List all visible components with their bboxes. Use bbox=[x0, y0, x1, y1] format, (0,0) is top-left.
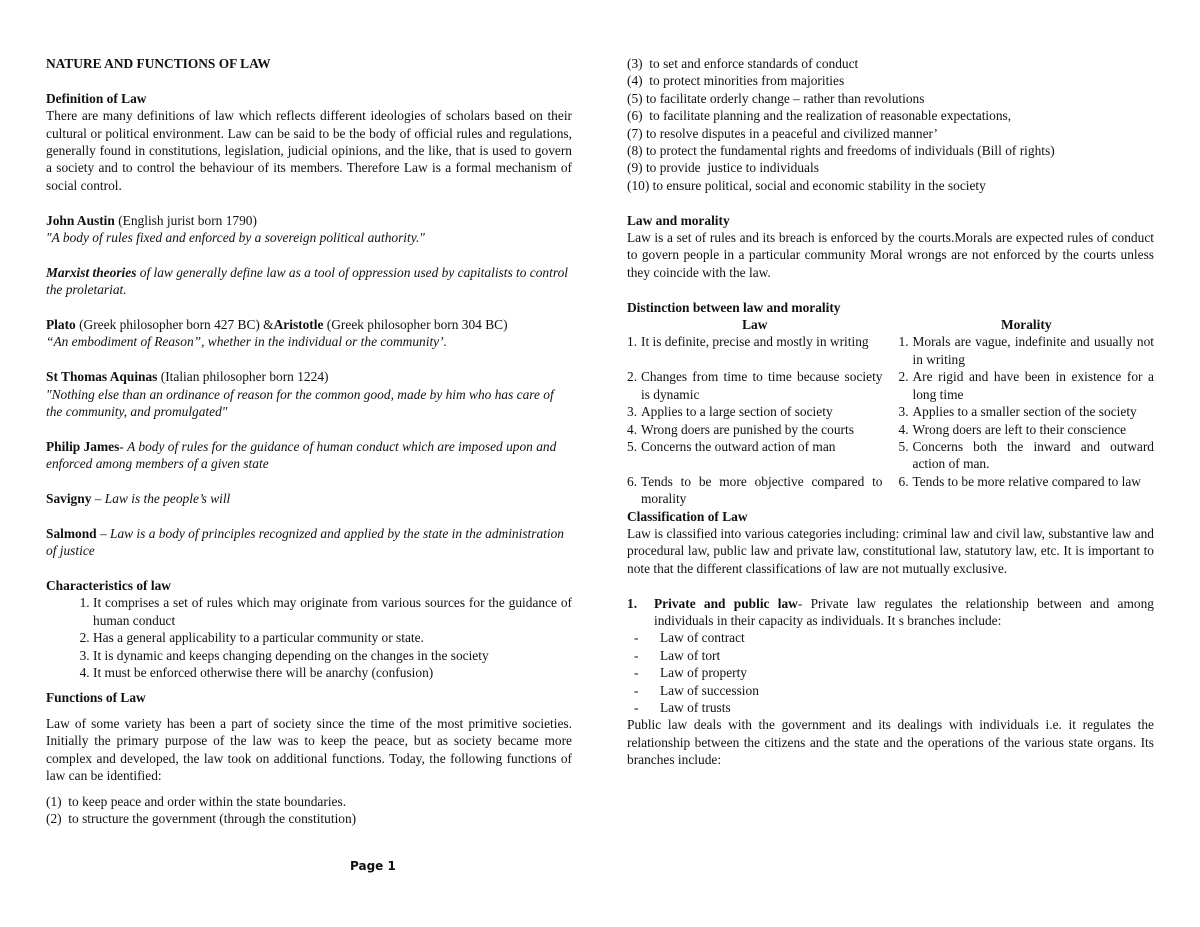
row-number: 5. bbox=[898, 438, 909, 454]
morality-cell: Are rigid and have been in existence for a long time bbox=[912, 369, 1154, 402]
marxist-text: of law generally define law as a tool of oppression used by capitalists to control the proletariat. bbox=[46, 264, 568, 298]
list-item: (6) to facilitate planning and the realization of reasonable expectations, bbox=[627, 108, 1012, 124]
list-item: 2. Has a general applicability to a particular community or state. bbox=[93, 629, 572, 646]
private-public-entry bbox=[627, 595, 1154, 630]
plato-name: Plato bbox=[46, 317, 76, 333]
aristotle-name: Aristotle bbox=[273, 317, 324, 333]
marxist-name: Marxist theories bbox=[46, 264, 137, 280]
law-cell: It is definite, precise and mostly in writing bbox=[641, 334, 869, 350]
list-item: - Law of succession bbox=[634, 682, 759, 698]
row-number: 5. bbox=[627, 438, 638, 454]
table-row bbox=[627, 438, 1154, 473]
private-public-text: - Private law regulates the relationship between and among individuals in their capacity as individuals. It s branches include: bbox=[654, 595, 1154, 628]
law-cell: Changes from time to time because society is dynamic bbox=[641, 369, 883, 402]
morality-body: Law is a set of rules and its breach is enforced by the courts.Morals are expected rules of conduct to govern people in a particular community Moral wrongs are not enforced by the courts unless they coincide with the law. bbox=[627, 230, 1154, 280]
list-item: 1. It comprises a set of rules which may originate from various sources for the guidance of human conduct bbox=[93, 594, 572, 629]
document-title: NATURE AND FUNCTIONS OF LAW bbox=[46, 56, 271, 71]
row-number: 1. bbox=[627, 334, 638, 350]
page-number: Page 1 bbox=[350, 859, 396, 873]
list-item: (9) to provide justice to individuals bbox=[627, 160, 819, 176]
row-number: 3. bbox=[898, 404, 909, 420]
law-cell: Applies to a large section of society bbox=[641, 404, 833, 420]
morality-cell: Tends to be more relative compared to law bbox=[912, 473, 1141, 489]
list-item: (4) to protect minorities from majorities bbox=[627, 73, 845, 89]
private-public-name: Private and public law bbox=[654, 595, 798, 611]
classification-body: Law is classified into various categories including: criminal law and civil law, substantive law and procedural law, public law and private law, constitutional law, statutory law, etc. It is important to note that the different classifications of law are not mutually exclusive. bbox=[627, 525, 1154, 576]
aquinas-entry bbox=[46, 368, 572, 385]
characteristics-heading: Characteristics of law bbox=[46, 578, 171, 594]
list-item: 4. It must be enforced otherwise there will be anarchy (confusion) bbox=[93, 664, 572, 681]
list-item: (5) to facilitate orderly change – rather than revolutions bbox=[627, 90, 925, 106]
table-row bbox=[627, 333, 1154, 368]
distinction-heading: Distinction between law and morality bbox=[627, 299, 841, 315]
list-item: 3. It is dynamic and keeps changing depending on the changes in the society bbox=[93, 647, 572, 664]
james-text: A body of rules for the guidance of human conduct which are imposed upon and enforced among members of a given state bbox=[46, 438, 557, 472]
left-column bbox=[46, 55, 572, 827]
salmond-text: Law is a body of principles recognized and applied by the state in the administration of justice bbox=[46, 525, 565, 559]
classification-heading: Classification of Law bbox=[627, 508, 748, 524]
definition-heading: Definition of Law bbox=[46, 90, 147, 106]
austin-detail: (English jurist born 1790) bbox=[114, 212, 257, 228]
austin-quote: "A body of rules fixed and enforced by a sovereign political authority." bbox=[46, 230, 425, 246]
marxist-entry bbox=[46, 264, 572, 299]
aristotle-detail: (Greek philosopher born 304 BC) bbox=[323, 317, 508, 333]
salmond-sep: – bbox=[96, 525, 110, 541]
row-number: 2. bbox=[898, 369, 909, 385]
james-sep: - bbox=[119, 438, 128, 454]
austin-entry bbox=[46, 212, 572, 229]
law-cell: Tends to be more objective compared to morality bbox=[641, 473, 883, 507]
morality-cell: Wrong doers are left to their conscience bbox=[912, 421, 1127, 437]
savigny-text: Law is the people’s will bbox=[104, 491, 231, 507]
list-item: (8) to protect the fundamental rights and freedoms of individuals (Bill of rights) bbox=[627, 143, 1055, 159]
morality-cell: Applies to a smaller section of the society bbox=[912, 404, 1137, 420]
plato-quote: “An embodiment of Reason”, whether in the individual or the community’. bbox=[46, 334, 447, 350]
law-cell: Wrong doers are punished by the courts bbox=[641, 421, 854, 437]
row-number: 1. bbox=[898, 334, 909, 350]
aquinas-detail: (Italian philosopher born 1224) bbox=[157, 369, 329, 385]
characteristics-list bbox=[46, 594, 572, 681]
row-number: 4. bbox=[627, 421, 638, 437]
list-item: - Law of contract bbox=[634, 630, 745, 646]
distinction-table bbox=[627, 316, 1154, 507]
james-entry bbox=[46, 438, 572, 473]
list-item: (3) to set and enforce standards of conduct bbox=[627, 56, 859, 71]
list-item: (2) to structure the government (through the constitution) bbox=[46, 810, 357, 826]
austin-name: John Austin bbox=[46, 212, 115, 228]
morality-cell: Morals are vague, indefinite and usually not in writing bbox=[912, 334, 1154, 367]
list-item: (10) to ensure political, social and economic stability in the society bbox=[627, 177, 986, 193]
savigny-sep: – bbox=[91, 491, 105, 507]
morality-cell: Concerns both the inward and outward action of man. bbox=[912, 438, 1154, 472]
row-number: 6. bbox=[898, 473, 909, 489]
table-row bbox=[627, 473, 1154, 508]
plato-detail: (Greek philosopher born 427 BC) & bbox=[75, 317, 274, 333]
list-item: - Law of tort bbox=[634, 647, 721, 663]
james-name: Philip James bbox=[46, 438, 120, 454]
aquinas-quote: "Nothing else than an ordinance of reason for the common good, made by him who has care of the community, and promulgated" bbox=[46, 386, 554, 420]
public-law-text: Public law deals with the government and its dealings with individuals i.e. it regulates the relationship between the citizens and the state and the operations of the various state organs. Its branches include: bbox=[627, 717, 1154, 768]
row-number: 4. bbox=[898, 421, 909, 437]
table-row bbox=[627, 368, 1154, 403]
law-cell: Concerns the outward action of man bbox=[641, 438, 836, 454]
column-header-morality: Morality bbox=[1000, 317, 1052, 333]
salmond-entry bbox=[46, 525, 572, 560]
functions-heading: Functions of Law bbox=[46, 690, 146, 706]
list-item: (7) to resolve disputes in a peaceful and civilized manner’ bbox=[627, 125, 938, 141]
table-row bbox=[627, 403, 1154, 420]
row-number: 2. bbox=[627, 369, 638, 385]
aquinas-name: St Thomas Aquinas bbox=[46, 369, 158, 385]
definition-body: There are many definitions of law which reflects different ideologies of scholars based on their cultural or political environment. Law can be said to be the body of official rules and regulations, generally found in constitutions, legislation, judicial opinions, and the like, that is used to govern a society and to control the behaviour of its members. Therefore Law is a formal mechanism of social control. bbox=[46, 108, 572, 193]
row-number: 6. bbox=[627, 473, 638, 489]
list-item: (1) to keep peace and order within the state boundaries. bbox=[46, 793, 347, 809]
list-item: - Law of property bbox=[634, 665, 748, 681]
morality-heading: Law and morality bbox=[627, 212, 730, 228]
functions-intro: Law of some variety has been a part of society since the time of the most primitive societies. Initially the primary purpose of the law was to keep the peace, but as society became more complex and developed, the law took on additional functions. Today, the following functions of law can be identified: bbox=[46, 715, 572, 784]
savigny-entry bbox=[46, 490, 572, 507]
salmond-name: Salmond bbox=[46, 525, 97, 541]
row-number: 3. bbox=[627, 404, 638, 420]
savigny-name: Savigny bbox=[46, 491, 92, 507]
item-number: 1. bbox=[627, 595, 638, 611]
plato-entry bbox=[46, 316, 572, 333]
column-header-law: Law bbox=[742, 317, 768, 333]
table-row bbox=[627, 421, 1154, 438]
right-column bbox=[627, 55, 1154, 769]
list-item: - Law of trusts bbox=[634, 699, 731, 715]
